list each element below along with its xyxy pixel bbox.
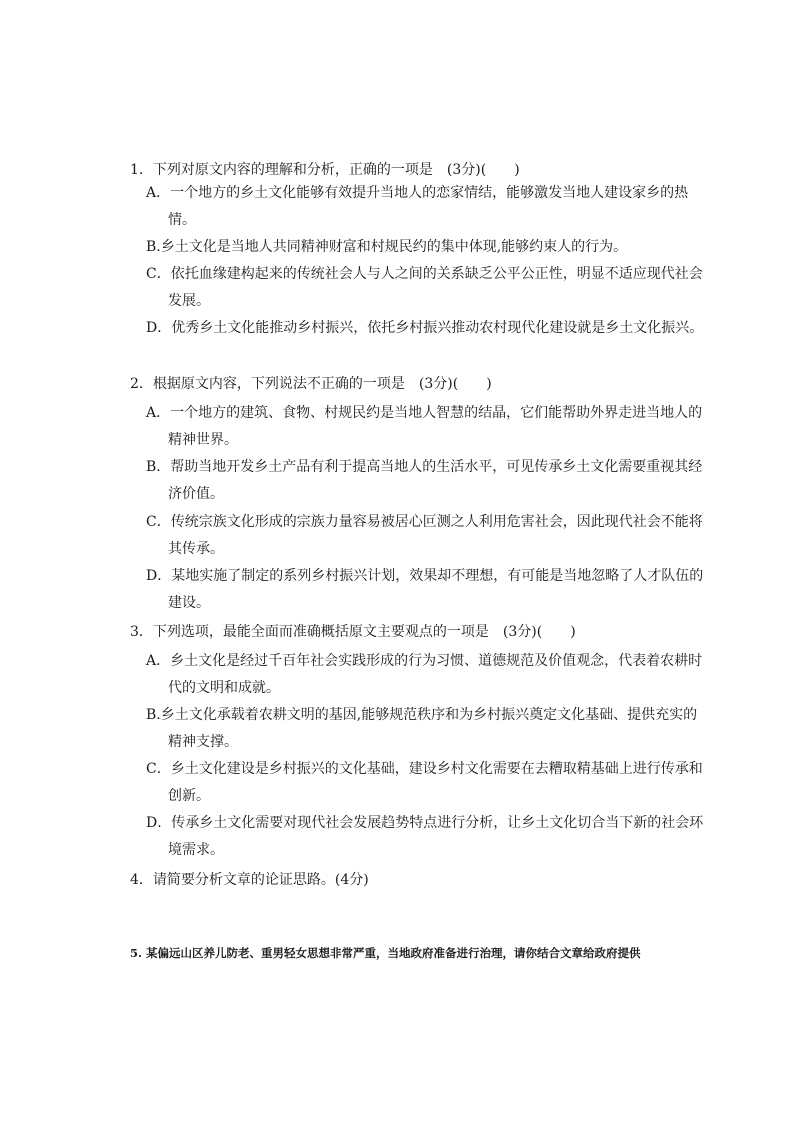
question-3-option-d: D．传承乡土文化需要对现代社会发展趋势特点进行分析，让乡土文化切合当下新的社会环境需求。 [146,815,704,858]
question-3-option-c: C．乡土文化建设是乡村振兴的文化基础，建设乡村文化需要在去糟取精基础上进行传承和创新。 [146,761,703,804]
question-1-option-b: B.乡土文化是当地人共同精神财富和村规民约的集中体现,能够约束人的行为。 [146,239,628,255]
question-3-option-a: A．乡土文化是经过千百年社会实践形成的行为习惯、道德规范及价值观念，代表着农耕时代的文明和成就。 [146,653,703,696]
question-2-option-d: D．某地实施了制定的系列乡村振兴计划，效果却不理想，有可能是当地忽略了人才队伍的建设。 [146,568,704,611]
question-2-stem: 2．根据原文内容，下列说法不正确的一项是 (3分)( ) [130,376,492,392]
question-2-option-a: A．一个地方的建筑、食物、村规民约是当地人智慧的结晶，它们能帮助外界走进当地人的精神世界。 [146,405,703,448]
question-1-option-a: A．一个地方的乡土文化能够有效提升当地人的恋家情结，能够激发当地人建设家乡的热情。 [146,185,689,228]
question-2-option-b: B．帮助当地开发乡土产品有利于提高当地人的生活水平，可见传承乡土文化需要重视其经济价值。 [146,459,703,502]
question-1-option-d: D．优秀乡土文化能推动乡村振兴，依托乡村振兴推动农村现代化建设就是乡土文化振兴。 [146,320,704,336]
question-1-stem: 1．下列对原文内容的理解和分析，正确的一项是 (3分)( ) [130,162,520,178]
question-4-stem: 4．请简要分析文章的论证思路。(4分) [130,872,369,888]
question-3-stem: 3．下列选项，最能全面而准确概括原文主要观点的一项是 (3分)( ) [130,624,576,640]
question-1-option-c: C．依托血缘建构起来的传统社会人与人之间的关系缺乏公平公正性，明显不适应现代社会发展。 [146,266,703,309]
question-2-option-c: C．传统宗族文化形成的宗族力量容易被居心叵测之人利用危害社会，因此现代社会不能将其传承。 [146,514,703,557]
question-3-option-b: B.乡土文化承载着农耕文明的基因,能够规范秩序和为乡村振兴奠定文化基础、提供充实的精神支撑。 [146,707,698,750]
question-5-stem: 5. 某偏远山区养儿防老、重男轻女思想非常严重，当地政府准备进行治理，请你结合文章给政府提供 [130,946,641,960]
